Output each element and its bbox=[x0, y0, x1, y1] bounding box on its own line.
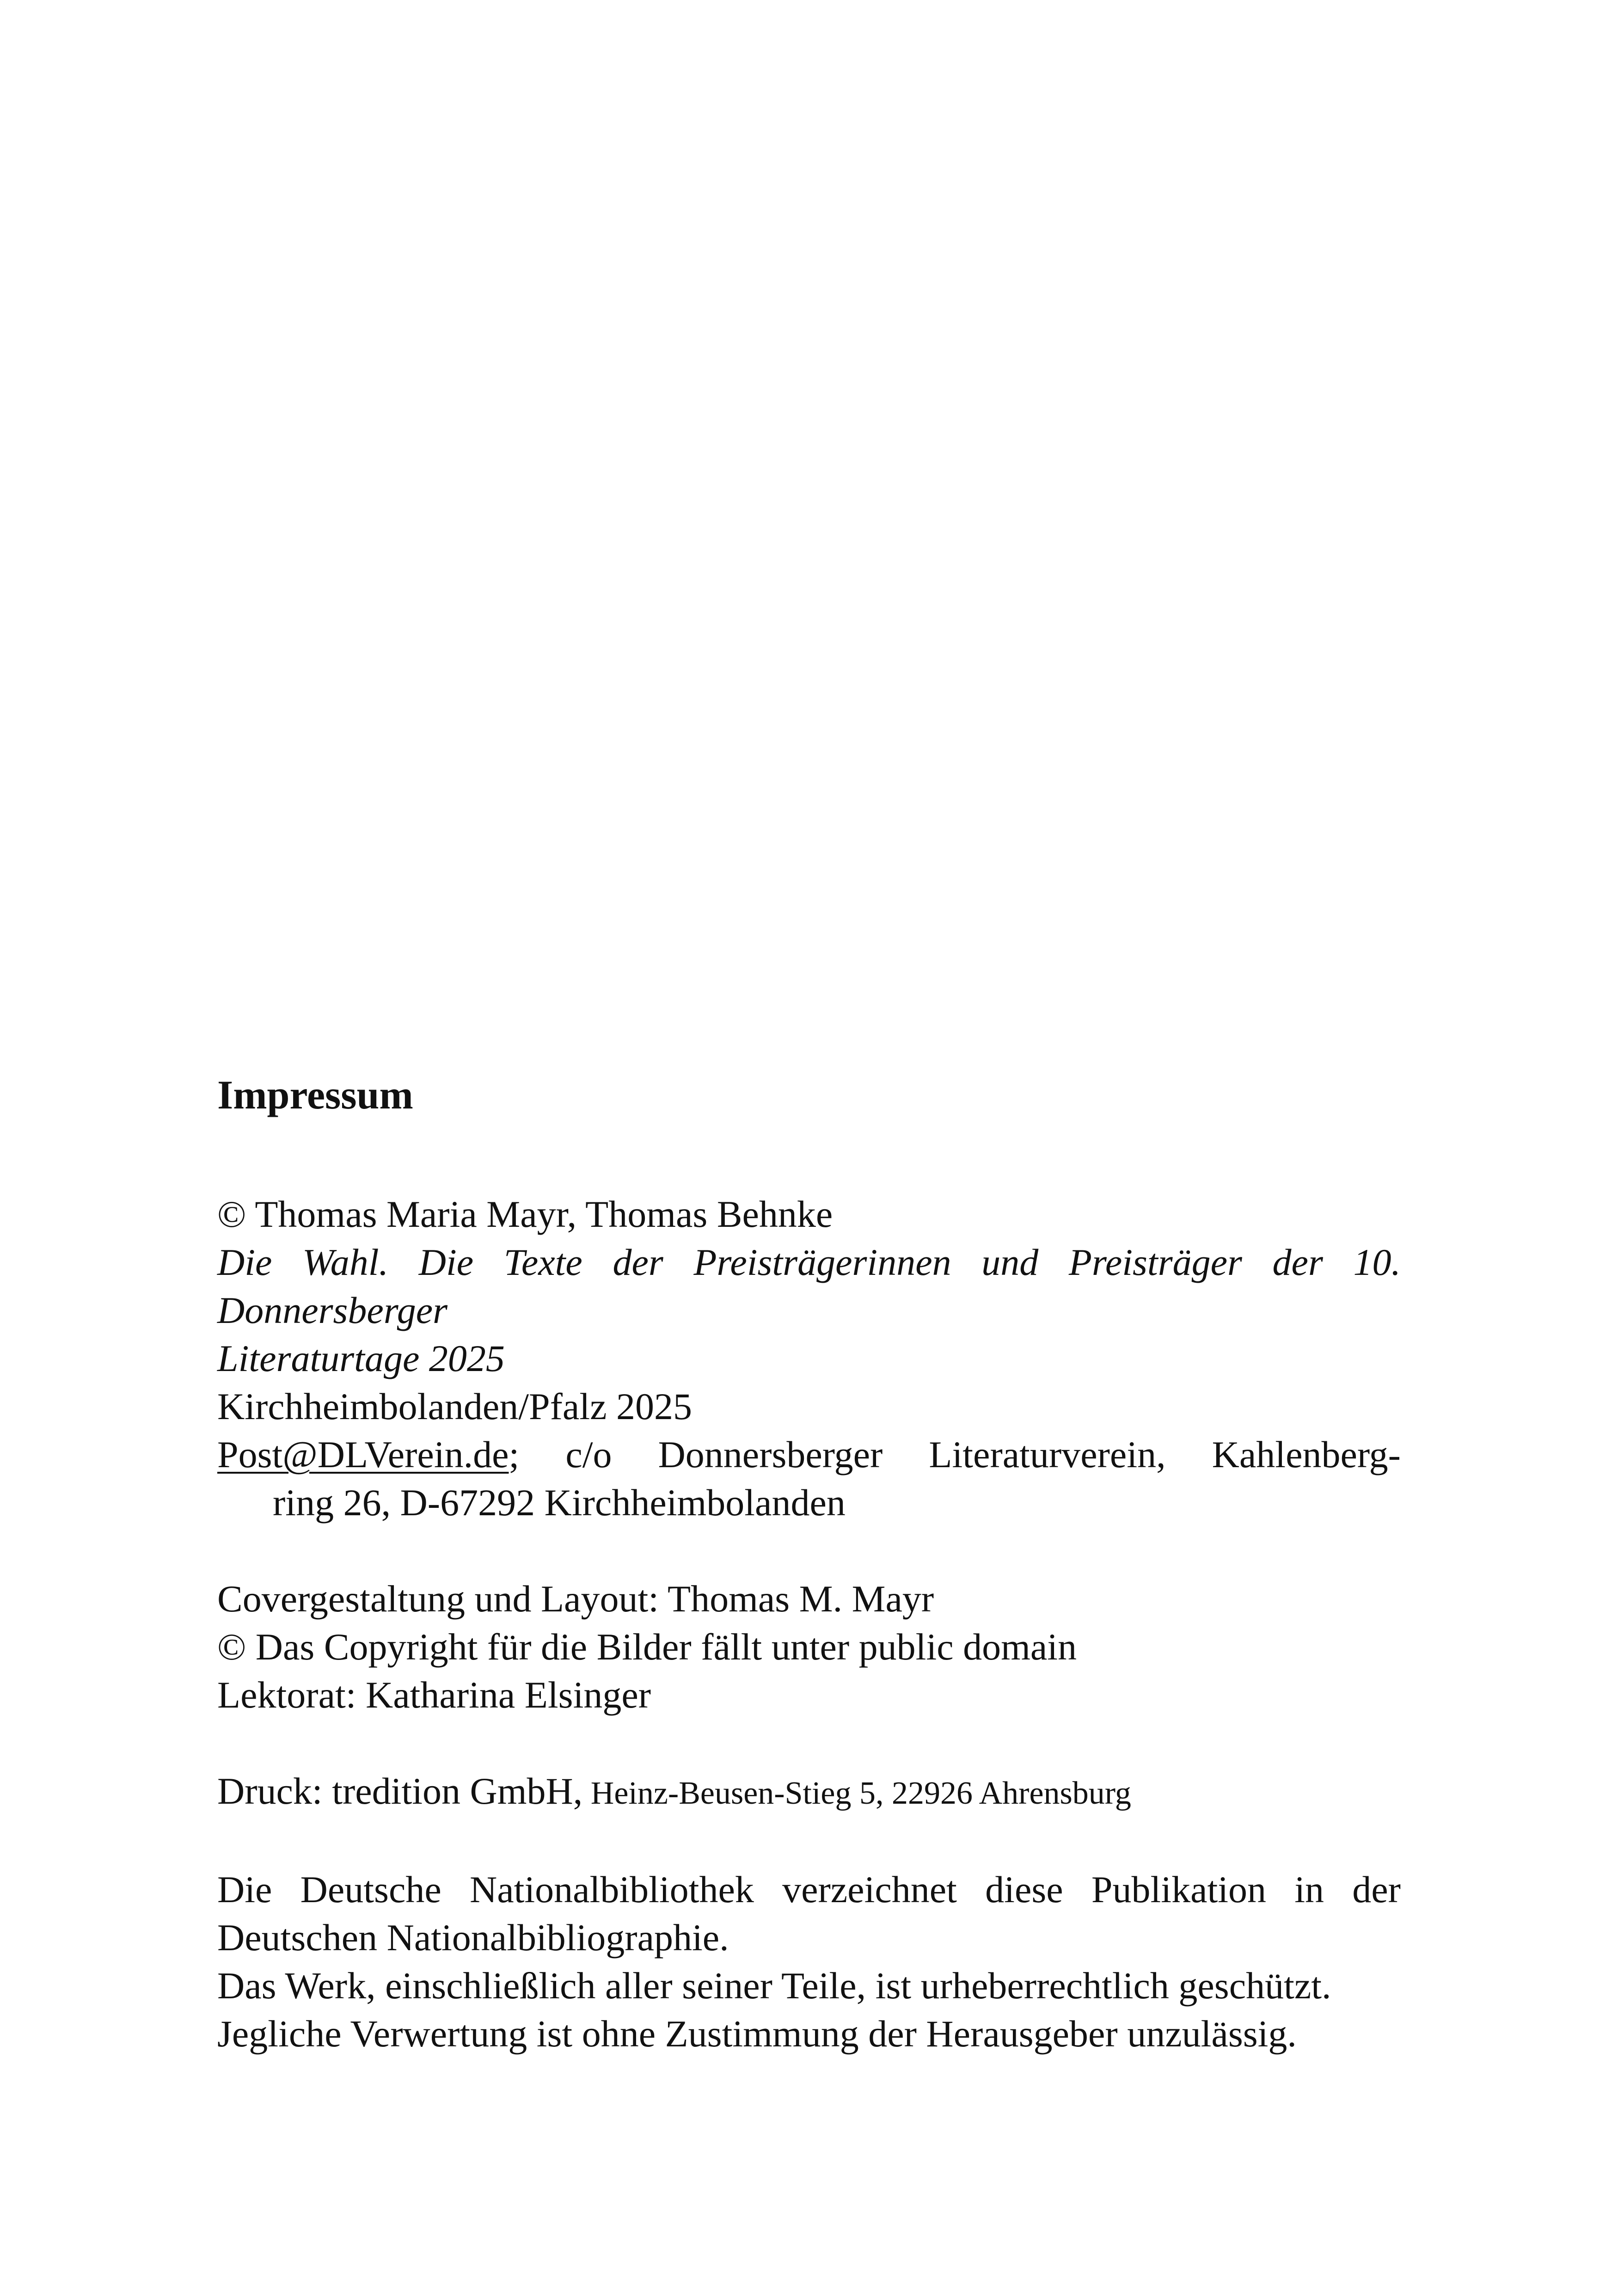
images-copyright-line: © Das Copyright für die Bilder fällt unter public domain bbox=[217, 1626, 1077, 1668]
editing-line: Lektorat: Katharina Elsinger bbox=[217, 1674, 651, 1716]
impressum-block bbox=[217, 1070, 1401, 2058]
spacer bbox=[217, 1719, 1401, 1767]
copyright-line-2: Jegliche Verwertung ist ohne Zustimmung der Herausgeber unzulässig. bbox=[217, 2013, 1297, 2055]
book-title-line-2: Literaturtage 2025 bbox=[217, 1337, 505, 1379]
cover-layout-line: Covergestaltung und Layout: Thomas M. Mayr bbox=[217, 1578, 934, 1620]
dnb-line-2: Deutschen Nationalbibliographie. bbox=[217, 1916, 729, 1959]
print-address: Heinz-Beusen-Stieg 5, 22926 Ahrensburg bbox=[582, 1776, 1131, 1811]
authors-line: © Thomas Maria Mayr, Thomas Behnke bbox=[217, 1193, 833, 1235]
address-line-1: ; c/o Donnersberger Literaturverein, Kahlenberg- bbox=[509, 1433, 1401, 1476]
spacer bbox=[217, 1818, 1401, 1866]
book-title-line-1: Die Wahl. Die Texte der Preisträgerinnen und Preisträger der 10. Donnersberger bbox=[217, 1241, 1401, 1331]
print-line bbox=[217, 1767, 1401, 1818]
print-label: Druck: tredition GmbH, bbox=[217, 1770, 583, 1812]
impressum-heading: Impressum bbox=[217, 1073, 413, 1118]
spacer bbox=[217, 1527, 1401, 1575]
copyright-line-1: Das Werk, einschließlich aller seiner Teile, ist urheberrechtlich geschützt. bbox=[217, 1965, 1331, 2007]
place-year-line: Kirchheimbolanden/Pfalz 2025 bbox=[217, 1385, 693, 1427]
address-line-2: ring 26, D-67292 Kirchheimbolanden bbox=[273, 1482, 846, 1524]
contact-line bbox=[217, 1431, 1401, 1479]
email-link[interactable]: Post@DLVerein.de bbox=[217, 1433, 509, 1476]
dnb-line-1: Die Deutsche Nationalbibliothek verzeichnet diese Publikation in der bbox=[217, 1868, 1401, 1910]
